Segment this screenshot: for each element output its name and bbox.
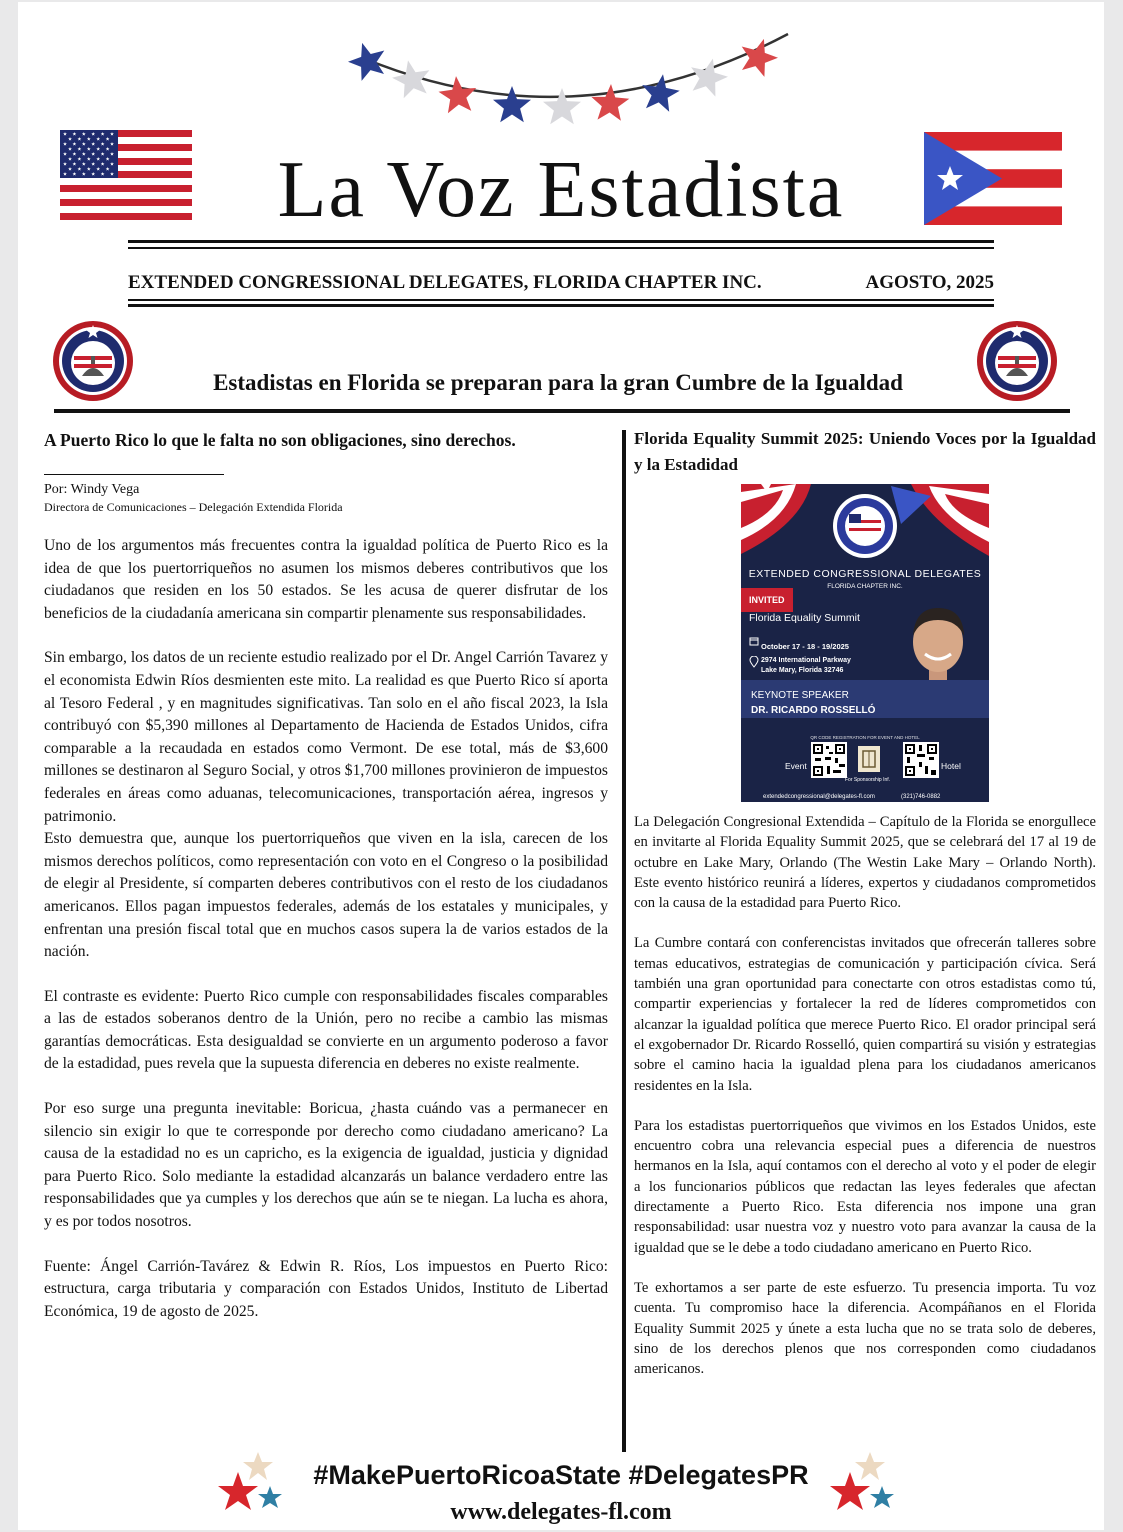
right-paragraph-4: Te exhortamos a ser parte de este esfuerzo. Tu presencia importa. Tu voz cuenta. Tu compromiso hace la diferencia. Acompáñanos en el Florida Equality Summit 2025 y únete a esta lucha que no se trata solo de deberes, sino de los derechos plenos que nos corresponden como ciudadanos americanos. [634,1279,1096,1378]
right-article-title: Florida Equality Summit 2025: Uniendo Voces por la Igualdad y la Estadidad [634,429,1096,474]
flag-banner-icon [741,484,989,566]
column-divider [622,430,626,1452]
right-article [634,426,1096,1379]
location-pin-icon [749,656,759,668]
source-citation: Fuente: Ángel Carrión-Tavárez & Edwin R. Ríos, Los impuestos en Puerto Rico: estructura, carga tributaria y comparación con Estados Unidos, Instituto de Libertad Económica, 19 de agosto de 2025. [44,1257,608,1320]
flyer-address: 2974 International Parkway Lake Mary, Florida 32746 [761,657,851,674]
flyer-hotel-label: Hotel [941,761,961,771]
organization-name: EXTENDED CONGRESSIONAL DELEGATES, FLORIDA CHAPTER INC. [128,272,762,293]
footer-hashtags: #MakePuertoRicoaState #DelegatesPR [313,1460,809,1490]
right-paragraph-1: La Delegación Congresional Extendida – Capítulo de la Florida se enorgullece en invitarte al Florida Equality Summit 2025, que se celebrará del 17 al 19 de octubre en Lake Mary, Orlando (The Westin Lake Mary – Orlando North). Este evento histórico reunirá a líderes, expertos y ciudadanos comprometidos con la causa de la estadidad para Puerto Rico. [634,814,1096,912]
star-bunting-icon [348,20,808,135]
left-paragraph-1: Uno de los argumentos más frecuentes contra la igualdad política de Puerto Rico es la idea de que los puertorriqueños no asumen los mismos deberes contributivos que los ciudadanos que residen en los 50 estados. Se les acusa de querer disfrutar de los beneficios de la ciudadanía americana sin compartir plenamente sus responsabilidades. [44,537,608,622]
flyer-sponsorship: For Sponsorship Inf. [845,777,891,783]
flyer-keynote-name: DR. RICARDO ROSSELLÓ [751,705,876,716]
hotel-logo-icon [858,746,880,772]
tagline: Estadistas en Florida se preparan para la gran Cumbre de la Igualdad [213,370,903,395]
flyer-event-name: Florida Equality Summit [749,612,860,624]
flyer-invited-badge: INVITED [741,588,793,612]
left-paragraph-4: El contraste es evidente: Puerto Rico cumple con responsabilidades fiscales comparables a las de estados soberanos dentro de la Unión, pero no recibe a cambio las mismas garantías democráticas. Esta desigualdad se convierte en un argumento poderoso a favor de la estadidad, pues revela que la supuesta diferencia en deberes no existe realmente. [44,987,608,1073]
issue-date: AGOSTO, 2025 [865,272,994,293]
flyer-email[interactable]: extendedcongressional@delegates-fl.com [763,794,875,800]
right-paragraph-3: Para los estadistas puertorriqueños que vivimos en los Estados Unidos, este encuentro cobra una relevancia especial pues a diferencia de nuestros hermanos en la Isla, aquí contamos con el derecho al voto y el poder de elegir a los funcionarios públicos que redactan las leyes federales que afectan directamente a Puerto Rico. Esta diferencia nos impone una gran responsabilidad: usar nuestra voz y nuestro voto para avanzar la causa de la igualdad que se le debe a todo ciudadano americano en Puerto Rico. [634,1117,1096,1256]
flyer-dates: October 17 - 18 - 19/2025 [761,642,849,651]
left-paragraph-5: Por eso surge una pregunta inevitable: Boricua, ¿hasta cuándo vas a permanecer en silencio sin exigir lo que te corresponde por derecho como ciudadano americano? La causa de la estadidad no es un capricho, es la exigencia de igualdad, justicia y dignidad para Puerto Rico. Solo mediante la estadidad alcanzarás un balance verdadero entre las responsabilidades que ya cumples y los derechos que aún se te niegan. La lucha es ahora, y es por todos nosotros. [44,1100,608,1231]
flyer-qr-note: QR CODE REGISTRATION FOR EVENT AND HOTEL [810,735,920,740]
left-article [44,428,608,1323]
left-paragraph-2: Sin embargo, los datos de un reciente estudio realizado por el Dr. Angel Carrión Tavarez y el economista Edwin Ríos desmienten este mito. La realidad es que Puerto Rico sí aporta al Tesoro Federal , y en magnitudes significativas. Tan solo en el año fiscal 2023, la Isla contribuyó con $5,390 millones al Departamento de Hacienda de Estados Unidos, cifra comparable a la recaudada en estados como Vermont. De ese total, más de $3,600 millones se destinaron al Seguro Social, y otros $1,700 millones provinieron de impuestos federales en áreas como aduanas, telecomunicaciones, transportación aérea, ingresos y patrimonio. [44,649,608,825]
flyer-event-label: Event [785,761,807,771]
event-qr-code-icon[interactable] [811,742,847,778]
florida-chapter-seal-icon [52,320,134,402]
subhead [128,272,994,294]
left-paragraph-3: Esto demuestra que, aunque los puertorriqueños que viven en la isla, carecen de los mismos derechos políticos, como representación con voto en el Congreso o la posibilidad de elegir al Presidente, sí comparten deberes contributivos con el resto de los ciudadanos americanos. Ellos pagan impuestos federales, además de los estatales y municipales, y enfrentan una presión fiscal total que en muchos casos supera la de varios estados de la nación. [44,830,608,961]
flyer-phone: (321)746-0882 [901,794,941,800]
masthead-title: La Voz Estadista [277,146,845,234]
byline-role: Directora de Comunicaciones – Delegación Extendida Florida [44,500,343,514]
newsletter-page [18,2,1104,1530]
summit-flyer [741,484,989,802]
florida-chapter-seal-icon [976,320,1058,402]
calendar-icon [749,636,759,646]
flyer-org: EXTENDED CONGRESSIONAL DELEGATES [748,568,982,580]
footer-website[interactable]: www.delegates-fl.com [450,1499,672,1525]
flyer-org-sub: FLORIDA CHAPTER INC. [827,583,903,590]
byline: Por: Windy Vega [44,482,140,497]
hotel-qr-code-icon[interactable] [903,742,939,778]
right-paragraph-2: La Cumbre contará con conferencistas invitados que ofrecerán talleres sobre temas educativos, estrategias de comunicación y participación cívica. Será también una gran oportunidad para conectarte con otros estadistas como tú, compartir experiencias y fortalecer la red de líderes comprometidos con alcanzar la igualdad política que merece Puerto Rico. El orador principal será el exgobernador Dr. Ricardo Rosselló, quien compartirá su visión y estrategias sobre el camino hacia la igualdad plena para los ciudadanos americanos residentes en la Isla. [634,935,1096,1094]
flyer-keynote-label: KEYNOTE SPEAKER [751,690,849,701]
left-article-title: A Puerto Rico lo que le falta no son obligaciones, sino derechos. [44,430,516,450]
